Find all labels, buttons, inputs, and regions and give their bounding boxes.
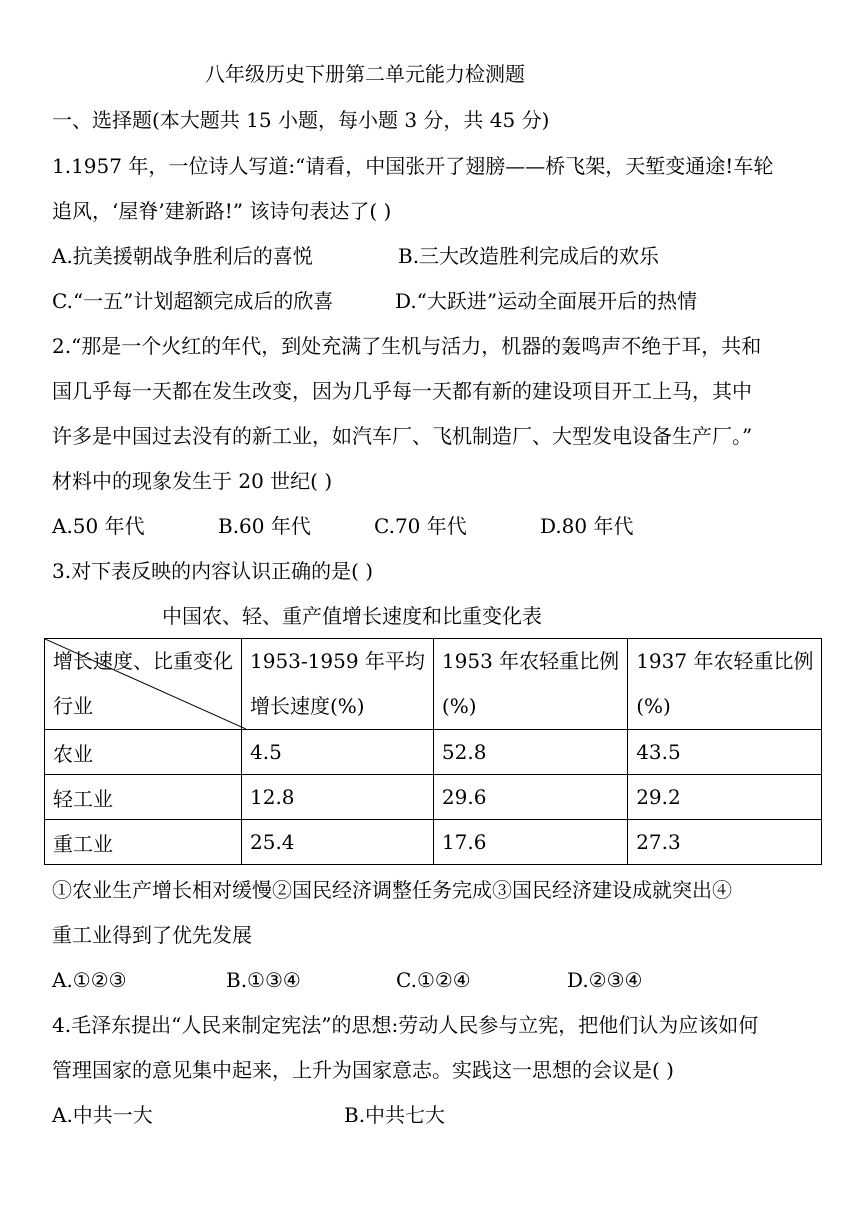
option-a[interactable]: A.①②③ (52, 968, 127, 992)
option-d[interactable]: D.80 年代 (540, 514, 634, 538)
question-text: 3.对下表反映的内容认识正确的是( ) (52, 559, 374, 583)
question-text: 材料中的现象发生于 20 世纪( ) (52, 469, 333, 493)
question-text: 管理国家的意见集中起来，上升为国家意志。实践这一思想的会议是( ) (52, 1058, 674, 1082)
column-header: 1953 年农轻重比例 (%) (433, 639, 627, 730)
diagonal-line (45, 639, 246, 729)
question-text: 追风，‘屋脊’建新路!” 该诗句表达了( ) (52, 199, 392, 223)
section-heading: 一、选择题(本大题共 15 小题，每小题 3 分，共 45 分) (52, 108, 550, 132)
question-text: 2.“那是一个火红的年代，到处充满了生机与活力，机器的轰鸣声不绝于耳，共和 (52, 334, 762, 358)
corner-header-top: 增长速度、比重变化 (53, 649, 233, 673)
option-a[interactable]: A.中共一大 (52, 1103, 153, 1127)
option-b[interactable]: B.①③④ (226, 968, 301, 992)
option-b[interactable]: B.中共七大 (344, 1103, 446, 1127)
question-text: 国几乎每一天都在发生改变，因为几乎每一天都有新的建设项目开工上马，其中 (52, 379, 752, 403)
table-cell: 25.4 (242, 820, 434, 865)
column-header: 1937 年农轻重比例 (%) (628, 639, 822, 730)
question-text: 1.1957 年，一位诗人写道:“请看，中国张开了翅膀——桥飞架，天堑变通途!车轮 (52, 154, 774, 178)
option-a[interactable]: A.50 年代 (52, 514, 145, 538)
question-text: 4.毛泽东提出“人民来制定宪法”的思想:劳动人民参与立宪，把他们认为应该如何 (52, 1013, 759, 1037)
table-cell: 29.2 (628, 775, 822, 820)
table-title: 中国农、轻、重产值增长速度和比重变化表 (162, 604, 542, 628)
option-c[interactable]: C.70 年代 (374, 514, 467, 538)
option-d[interactable]: D.“大跃进”运动全面展开后的热情 (395, 289, 698, 313)
row-label: 农业 (45, 730, 242, 775)
option-a[interactable]: A.抗美援朝战争胜利后的喜悦 (52, 244, 313, 268)
table-row (45, 730, 822, 775)
data-table (44, 638, 822, 865)
table-header-row (45, 639, 822, 730)
option-b[interactable]: B.三大改造胜利完成后的欢乐 (398, 244, 660, 268)
option-c[interactable]: C.“一五”计划超额完成后的欣喜 (52, 289, 334, 313)
table-cell: 4.5 (242, 730, 434, 775)
table-cell: 27.3 (628, 820, 822, 865)
table-row (45, 820, 822, 865)
column-header: 1953-1959 年平均 增长速度(%) (242, 639, 434, 730)
option-b[interactable]: B.60 年代 (218, 514, 311, 538)
question-text: 许多是中国过去没有的新工业，如汽车厂、飞机制造厂、大型发电设备生产厂。” (52, 424, 753, 448)
option-d[interactable]: D.②③④ (567, 968, 643, 992)
statement-text: ①农业生产增长相对缓慢②国民经济调整任务完成③国民经济建设成就突出④ (52, 878, 732, 902)
document-title: 八年级历史下册第二单元能力检测题 (205, 62, 525, 86)
option-c[interactable]: C.①②④ (396, 968, 471, 992)
table-row (45, 775, 822, 820)
table-cell: 17.6 (433, 820, 627, 865)
row-label: 重工业 (45, 820, 242, 865)
row-label: 轻工业 (45, 775, 242, 820)
statement-text: 重工业得到了优先发展 (52, 923, 252, 947)
table-cell: 43.5 (628, 730, 822, 775)
corner-header-bottom: 行业 (53, 694, 93, 718)
table-cell: 29.6 (433, 775, 627, 820)
table-cell: 52.8 (433, 730, 627, 775)
corner-header-cell (45, 639, 242, 730)
table-cell: 12.8 (242, 775, 434, 820)
